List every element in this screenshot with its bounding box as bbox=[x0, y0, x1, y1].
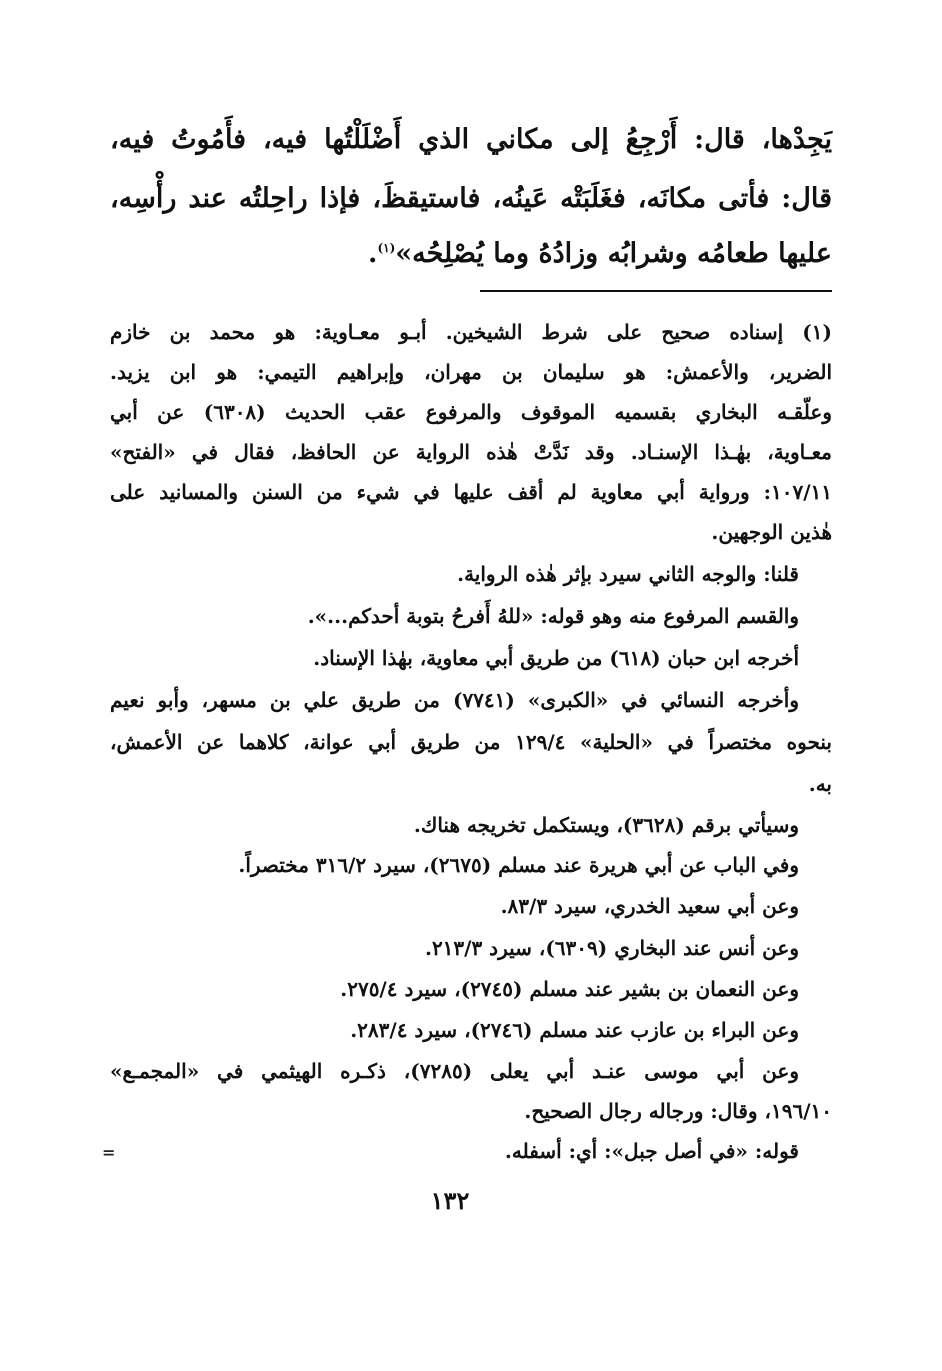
footnote-line-17: وعن النعمان بن بشير عند مسلم (٢٧٤٥)، سيرد ٢٧٥/٤. bbox=[340, 977, 799, 1001]
footnote-line-14: وفي الباب عن أبي هريرة عند مسلم (٢٦٧٥)، سيرد ٣١٦/٢ مختصراً. bbox=[238, 853, 799, 877]
page-number: ١٣٢ bbox=[430, 1186, 470, 1215]
footnote-line-19: وعن أبي موسى عنـد أبي يعلى (٧٢٨٥)، ذكـره الهيثمي في «المجمـع» bbox=[110, 1059, 799, 1083]
footnote-line-18: وعن البراء بن عازب عند مسلم (٢٧٤٦)، سيرد ٢٨٣/٤. bbox=[350, 1018, 799, 1042]
footnote-line-13: وسيأتي برقم (٣٦٢٨)، ويستكمل تخريجه هناك. bbox=[413, 813, 799, 837]
footnote-line-16: وعن أنس عند البخاري (٦٣٠٩)، سيرد ٢١٣/٣. bbox=[424, 936, 799, 960]
footnote-line-8: والقسم المرفوع منه وهو قوله: «للهُ أَفرحُ بتوبة أحدكم...». bbox=[307, 604, 799, 628]
footnote-line-9: أخرجه ابن حبان (٦١٨) من طريق أبي معاوية، بهٰذا الإسناد. bbox=[313, 646, 799, 670]
footnote-line-4: معـاوية، بهٰـذا الإسنـاد. وقد نَدَّتْ هٰذه الرواية عن الحافظ، فقال في «الفتح» bbox=[110, 440, 832, 464]
main-text-line-3 bbox=[110, 238, 832, 270]
main-text-line-3-body: عليها طعامُه وشرابُه وزادُهُ وما يُصْلِحُه» bbox=[395, 238, 832, 269]
footnote-line-3: وعلّقـه البخاري بقسميه الموقوف والمرفوع عقب الحديث (٦٣٠٨) عن أبي bbox=[110, 400, 832, 424]
footnote-line-20: ١٩٦/١٠، وقال: ورجاله رجال الصحيح. bbox=[524, 1099, 832, 1123]
footnote-reference: (١) bbox=[377, 241, 396, 255]
main-text-line-3-period: . bbox=[368, 238, 378, 269]
footnote-line-7: قلنا: والوجه الثاني سيرد بإثر هٰذه الرواية. bbox=[457, 562, 799, 586]
footnote-line-21: قوله: «في أصل جبل»: أي: أسفله. bbox=[504, 1139, 799, 1163]
footnote-line-15: وعن أبي سعيد الخدري، سيرد ٨٣/٣. bbox=[500, 894, 799, 918]
main-text-line-2: قال: فأتى مكانَه، فغَلَبَتْه عَينُه، فاستيقظَ، فإذا راحِلتُه عند رأْسِه، bbox=[110, 183, 832, 214]
footnote-line-2: الضرير، والأعمش: هو سليمان بن مهران، وإبراهيم التيمي: هو ابن يزيد. bbox=[110, 360, 832, 384]
footnote-line-5: ١٠٧/١١: ورواية أبي معاوية لم أقف عليها في شيء من السنن والمسانيد على bbox=[110, 480, 832, 504]
footnote-line-1: (١) إسناده صحيح على شرط الشيخين. أبـو معـاوية: هو محمد بن خازم bbox=[110, 320, 832, 344]
main-text-line-1: يَجِدْها، قال: أَرْجِعُ إلى مكاني الذي أَضْلَلْتُها فيه، فأَمُوتُ فيه، bbox=[110, 124, 832, 155]
footnote-line-11: بنحوه مختصراً في «الحلية» ١٢٩/٤ من طريق أبي عوانة، كلاهما عن الأعمش، bbox=[110, 730, 833, 754]
footnote-line-6: هٰذين الوجهين. bbox=[711, 520, 832, 544]
footnote-line-10: وأخرجه النسائي في «الكبرى» (٧٧٤١) من طريق علي بن مسهر، وأبو نعيم bbox=[110, 688, 800, 712]
footnote-line-12: به. bbox=[808, 772, 832, 796]
footnote-separator bbox=[480, 290, 832, 292]
margin-mark: = bbox=[102, 1143, 116, 1162]
